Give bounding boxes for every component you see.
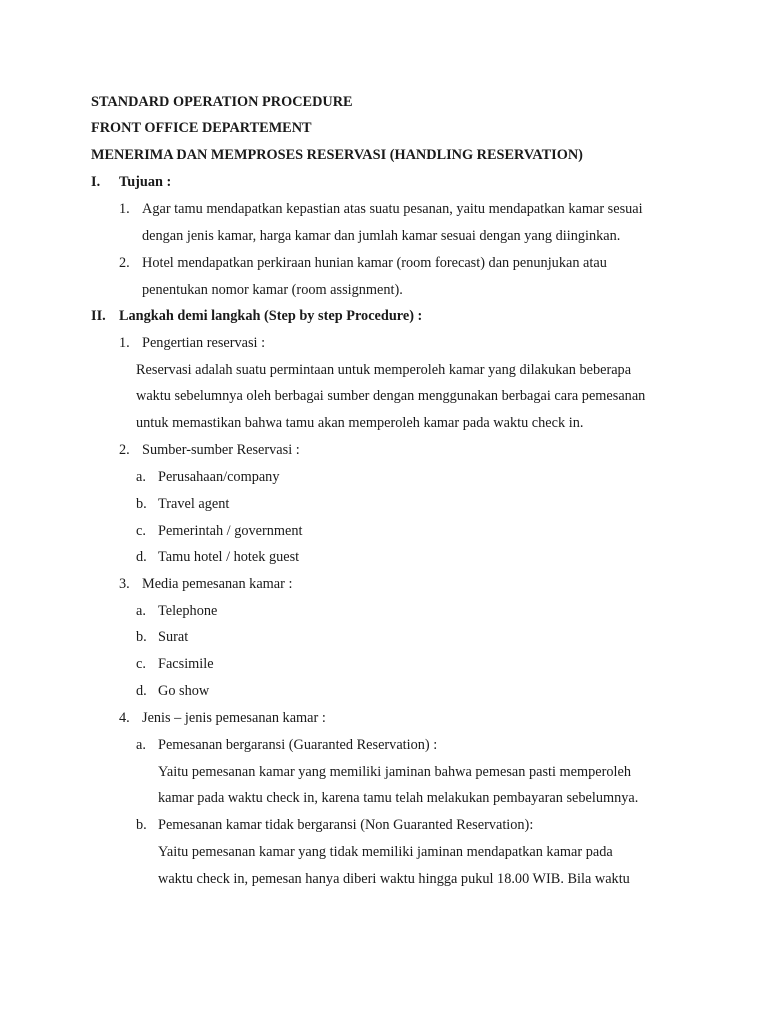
section-1-item-1-number: 1. <box>119 201 130 217</box>
section-2-item-1-line-3: untuk memastikan bahwa tamu akan memperoleh kamar pada waktu check in. <box>136 415 584 431</box>
section-1-item-2-line-1: Hotel mendapatkan perkiraan hunian kamar (room forecast) dan penunjukan atau <box>142 255 607 271</box>
list-item-letter: d. <box>136 683 147 699</box>
section-2-item-1-title: Pengertian reservasi : <box>142 335 266 351</box>
doc-department: FRONT OFFICE DEPARTEMENT <box>91 120 312 136</box>
section-2-item-4-title: Jenis – jenis pemesanan kamar : <box>142 710 326 726</box>
section-2-item-2-title: Sumber-sumber Reservasi : <box>142 442 300 458</box>
section-2-item-2-number: 2. <box>119 442 130 458</box>
section-2-item-1-line-2: waktu sebelumnya oleh berbagai sumber dengan menggunakan berbagai cara pemesanan <box>136 388 646 404</box>
list-item-text: Travel agent <box>158 496 230 512</box>
list-item-line: waktu check in, pemesan hanya diberi waktu hingga pukul 18.00 WIB. Bila waktu <box>158 871 630 887</box>
list-item-letter: b. <box>136 817 147 833</box>
section-1-number: I. <box>91 174 101 190</box>
doc-title: STANDARD OPERATION PROCEDURE <box>91 94 353 110</box>
section-1-item-2-line-2: penentukan nomor kamar (room assignment). <box>142 282 403 298</box>
section-1-title: Tujuan : <box>119 174 172 190</box>
section-2-item-1-line-1: Reservasi adalah suatu permintaan untuk memperoleh kamar yang dilakukan beberapa <box>136 362 632 378</box>
list-item-title: Pemesanan kamar tidak bergaransi (Non Guaranted Reservation): <box>158 817 534 833</box>
list-item-text: Pemerintah / government <box>158 523 303 539</box>
section-1-item-1-line-2: dengan jenis kamar, harga kamar dan jumlah kamar sesuai dengan yang diinginkan. <box>142 228 621 244</box>
list-item-letter: b. <box>136 496 147 512</box>
list-item-letter: b. <box>136 629 147 645</box>
section-2-item-3-title: Media pemesanan kamar : <box>142 576 293 592</box>
section-1-item-1-line-1: Agar tamu mendapatkan kepastian atas suatu pesanan, yaitu mendapatkan kamar sesuai <box>142 201 643 217</box>
doc-subject: MENERIMA DAN MEMPROSES RESERVASI (HANDLING RESERVATION) <box>91 147 583 163</box>
list-item-text: Telephone <box>158 603 218 619</box>
list-item-text: Go show <box>158 683 210 699</box>
list-item-letter: a. <box>136 737 146 753</box>
list-item-letter: d. <box>136 549 147 565</box>
list-item-title: Pemesanan bergaransi (Guaranted Reservation) : <box>158 737 438 753</box>
list-item-line: kamar pada waktu check in, karena tamu telah melakukan pembayaran sebelumnya. <box>158 790 639 806</box>
list-item-letter: c. <box>136 523 146 539</box>
section-2-number: II. <box>91 308 106 324</box>
list-item-line: Yaitu pemesanan kamar yang tidak memiliki jaminan mendapatkan kamar pada <box>158 844 613 860</box>
list-item-text: Surat <box>158 629 189 645</box>
list-item-line: Yaitu pemesanan kamar yang memiliki jaminan bahwa pemesan pasti memperoleh <box>158 764 631 780</box>
section-2-item-3-number: 3. <box>119 576 130 592</box>
section-1-item-2-number: 2. <box>119 255 130 271</box>
section-2-item-1-number: 1. <box>119 335 130 351</box>
section-2-title: Langkah demi langkah (Step by step Procedure) : <box>119 308 423 324</box>
list-item-letter: a. <box>136 469 146 485</box>
list-item-letter: c. <box>136 656 146 672</box>
list-item-text: Facsimile <box>158 656 214 672</box>
list-item-text: Perusahaan/company <box>158 469 280 485</box>
list-item-text: Tamu hotel / hotek guest <box>158 549 300 565</box>
list-item-letter: a. <box>136 603 146 619</box>
section-2-item-4-number: 4. <box>119 710 130 726</box>
